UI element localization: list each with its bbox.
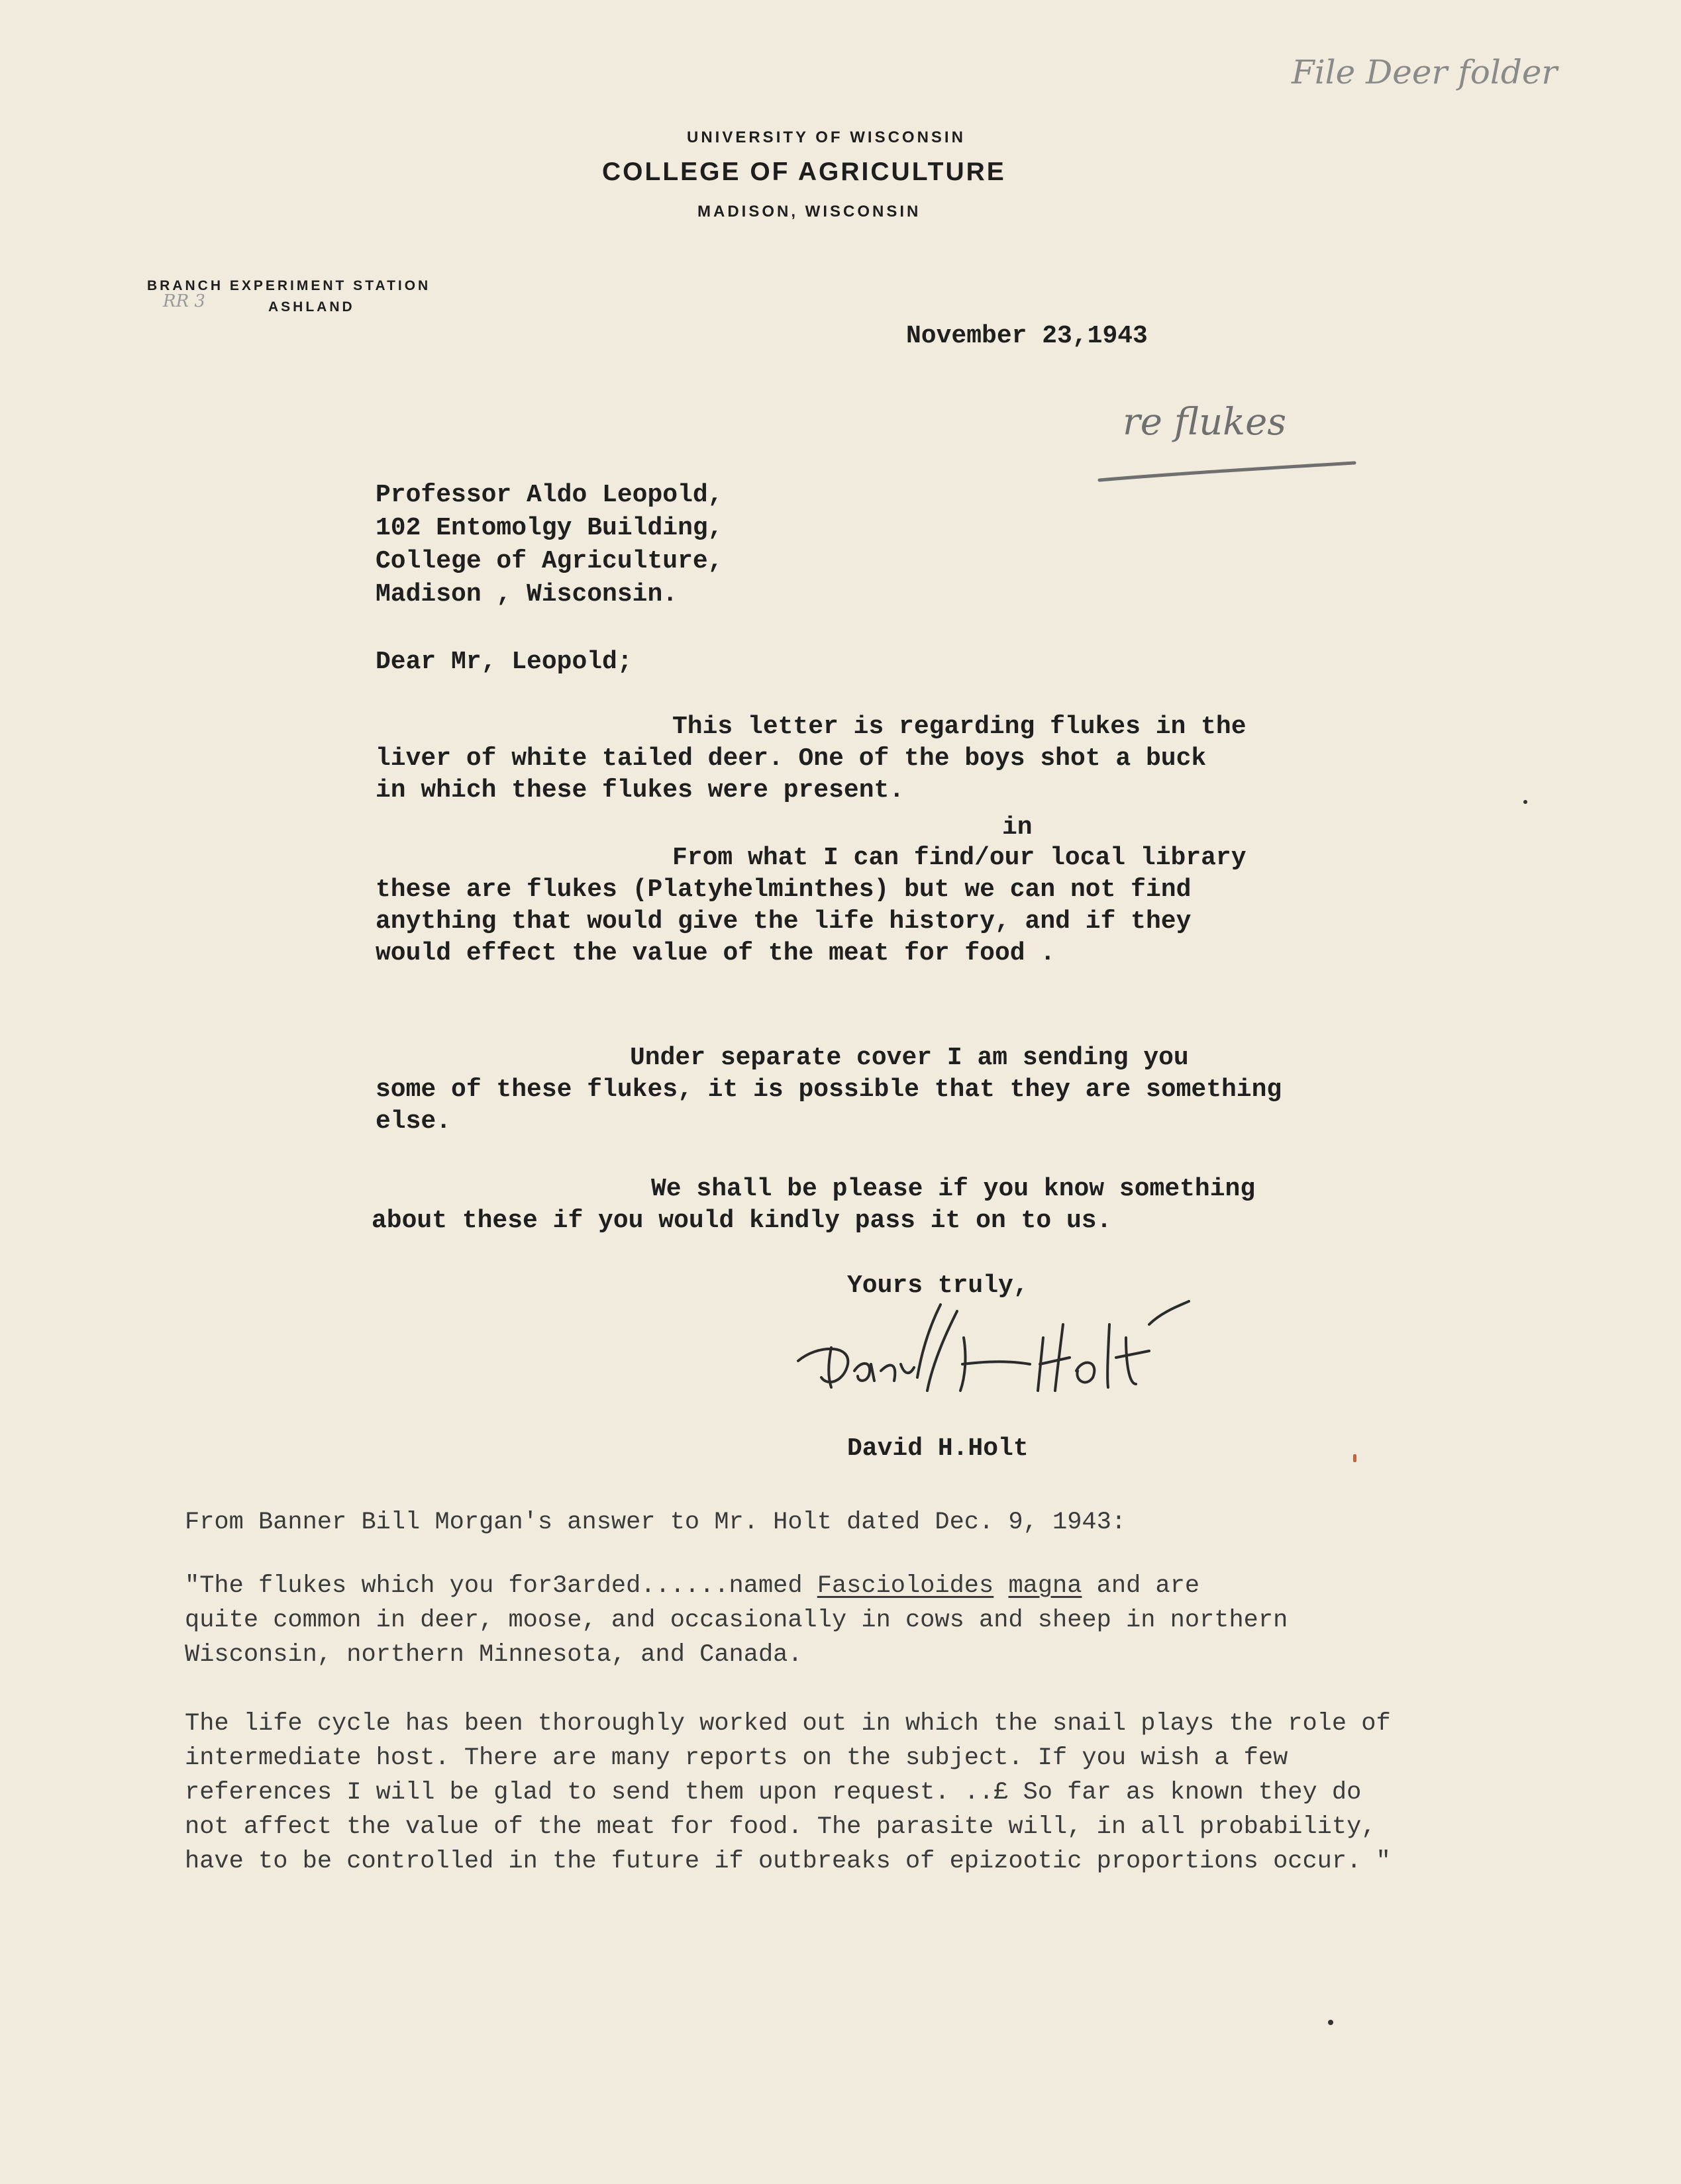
body-line: anything that would give the life history, and if they	[376, 907, 1192, 936]
handwritten-signature	[791, 1298, 1295, 1411]
rr3-note: RR 3	[163, 291, 205, 311]
re-flukes-note: re flukes	[1123, 401, 1286, 444]
body-line: This letter is regarding flukes in the	[672, 713, 1247, 741]
stray-mark	[1353, 1454, 1356, 1462]
address-line: Madison , Wisconsin.	[376, 580, 678, 609]
reply-intro: From Banner Bill Morgan's answer to Mr. Holt dated Dec. 9, 1943:	[185, 1509, 1127, 1536]
body-line: We shall be please if you know something	[651, 1175, 1256, 1203]
reply-quote-line: Wisconsin, northern Minnesota, and Canada.	[185, 1641, 803, 1669]
species-name: magna	[1008, 1572, 1082, 1600]
body-line: these are flukes (Platyhelminthes) but we can not find	[376, 875, 1192, 904]
reply-quote-line: "The flukes which you for3arded......named Fascioloides magna and are	[185, 1572, 1200, 1600]
stray-mark	[1523, 800, 1527, 804]
letterhead-university: UNIVERSITY OF WISCONSIN	[687, 128, 966, 146]
closing: Yours truly,	[847, 1271, 1029, 1300]
body-line: about these if you would kindly pass it on to us.	[372, 1207, 1112, 1235]
reply-quote-line: have to be controlled in the future if outbreaks of epizootic proportions occur. "	[185, 1848, 1391, 1875]
letterhead-city: MADISON, WISCONSIN	[697, 203, 921, 221]
body-line: some of these flukes, it is possible that they are something	[376, 1075, 1282, 1104]
body-line: in which these flukes were present.	[376, 776, 905, 805]
reply-quote-line: references I will be glad to send them upon request. ..£ So far as known they do	[185, 1779, 1362, 1807]
reply-quote-line: not affect the value of the meat for food. The parasite will, in all probability,	[185, 1813, 1376, 1841]
letterhead-station-location: ASHLAND	[268, 299, 355, 315]
re-flukes-underline	[1096, 454, 1361, 487]
file-note: File Deer folder	[1292, 53, 1558, 91]
address-line: College of Agriculture,	[376, 547, 723, 575]
signer-name: David H.Holt	[847, 1434, 1029, 1463]
genus-name: Fascioloides	[817, 1572, 994, 1600]
body-line: would effect the value of the meat for food .	[376, 939, 1056, 968]
salutation: Dear Mr, Leopold;	[376, 648, 633, 676]
letterhead-college: COLLEGE OF AGRICULTURE	[602, 158, 1006, 186]
address-line: Professor Aldo Leopold,	[376, 481, 723, 509]
reply-quote-line: quite common in deer, moose, and occasionally in cows and sheep in northern	[185, 1607, 1288, 1634]
insertion-word: in	[1002, 813, 1033, 842]
reply-quote-line: The life cycle has been thoroughly worked out in which the snail plays the role of	[185, 1710, 1391, 1738]
letterhead-station: BRANCH EXPERIMENT STATION	[147, 278, 431, 293]
stray-mark	[1328, 2020, 1333, 2025]
reply-quote-line: intermediate host. There are many reports on the subject. If you wish a few	[185, 1744, 1288, 1772]
body-line: liver of white tailed deer. One of the boys shot a buck	[376, 744, 1207, 773]
body-line: Under separate cover I am sending you	[630, 1044, 1189, 1072]
body-line: else.	[376, 1107, 452, 1136]
body-line: From what I can find/our local library	[672, 844, 1247, 872]
address-line: 102 Entomolgy Building,	[376, 514, 723, 542]
letter-date: November 23,1943	[906, 322, 1148, 350]
